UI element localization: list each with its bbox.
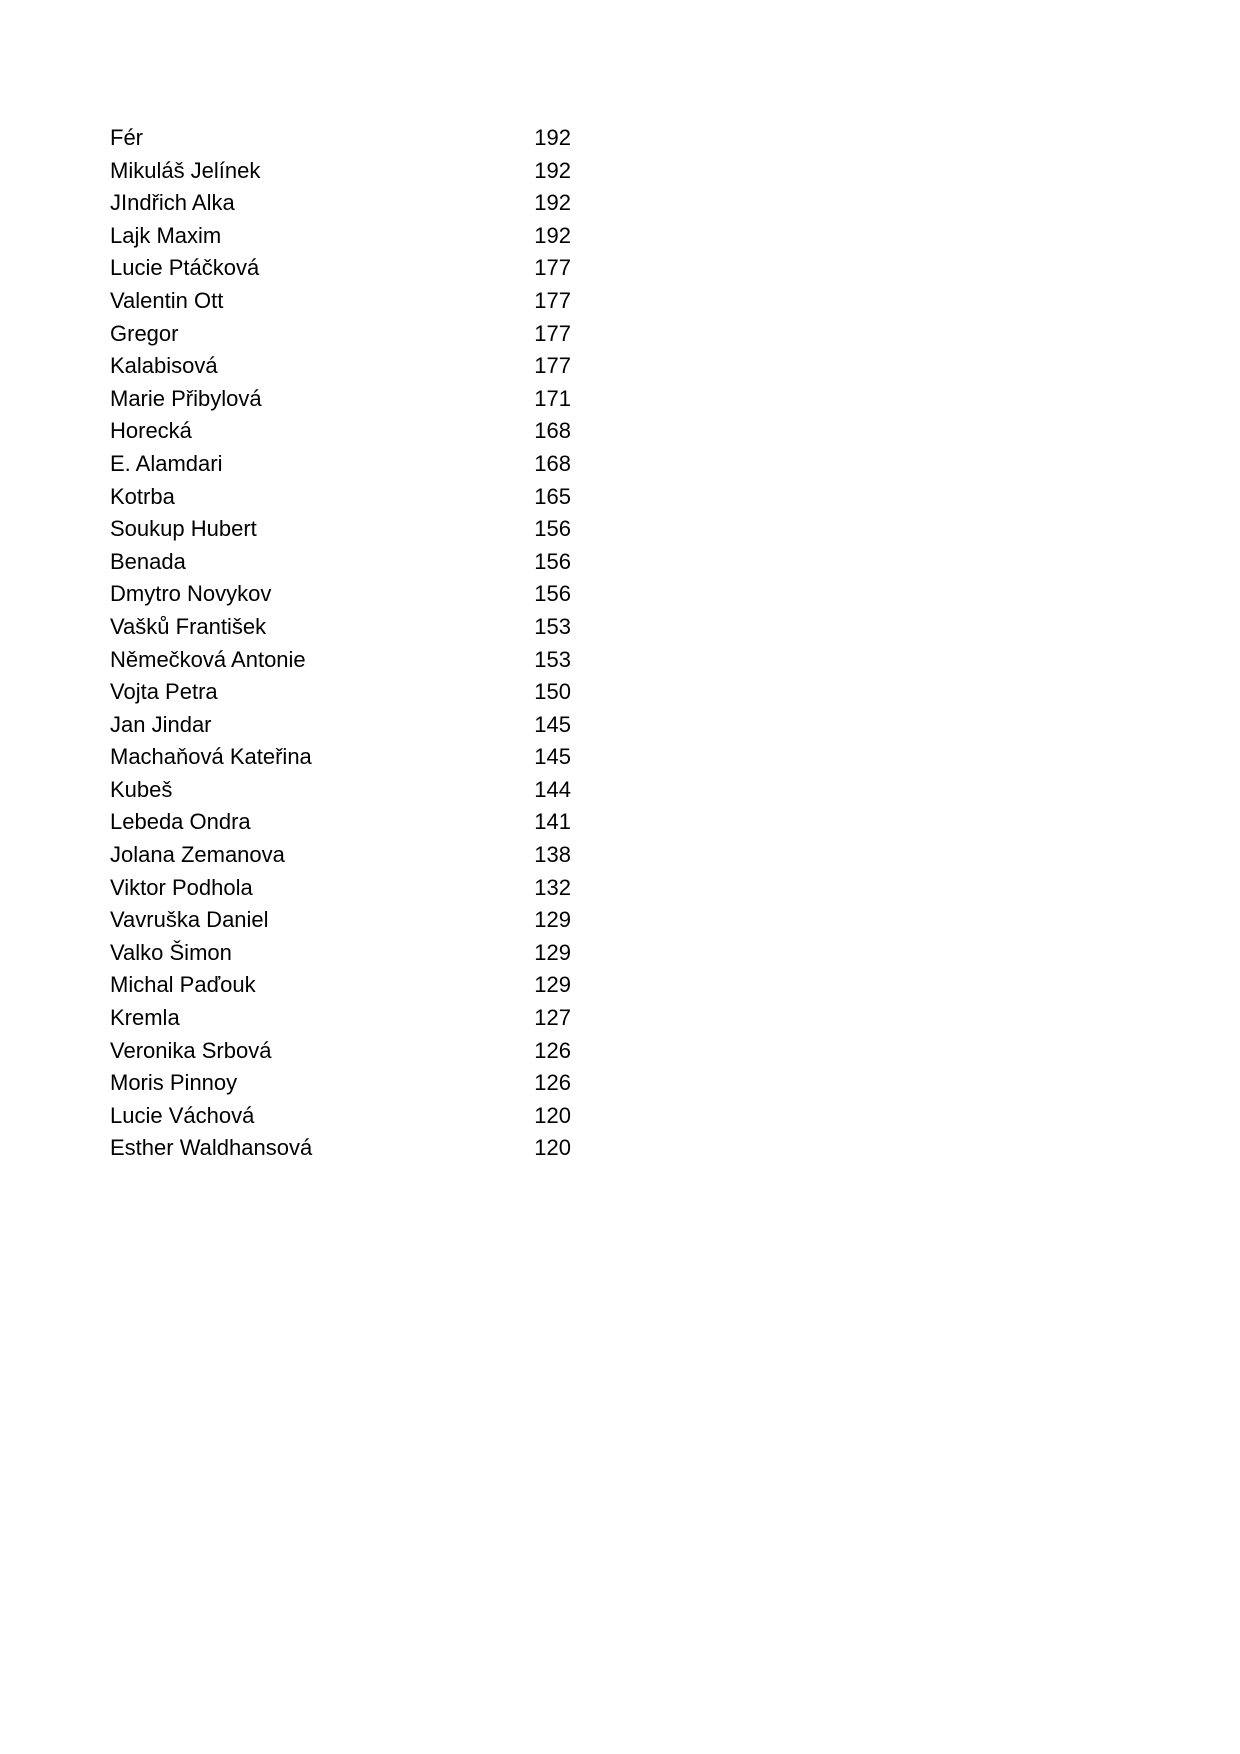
row-score: 129 — [534, 939, 571, 965]
row-score: 126 — [534, 1070, 571, 1096]
score-list — [110, 122, 590, 1165]
row-score: 153 — [534, 646, 571, 672]
list-row — [110, 448, 590, 481]
row-score: 156 — [534, 516, 571, 542]
row-score: 153 — [534, 613, 571, 639]
row-name: Esther Waldhansová — [110, 1135, 313, 1161]
row-name: Dmytro Novykov — [110, 581, 272, 607]
row-score: 177 — [534, 255, 571, 281]
row-score: 145 — [534, 744, 571, 770]
row-score: 150 — [534, 679, 571, 705]
list-row — [110, 252, 590, 285]
list-row — [110, 155, 590, 188]
row-name: Kotrba — [110, 483, 175, 509]
row-name: Moris Pinnoy — [110, 1070, 238, 1096]
row-name: Viktor Podhola — [110, 874, 253, 900]
list-row — [110, 611, 590, 644]
list-row — [110, 578, 590, 611]
row-score: 156 — [534, 548, 571, 574]
row-score: 177 — [534, 320, 571, 346]
list-row — [110, 741, 590, 774]
row-name: Kremla — [110, 1005, 180, 1031]
row-name: Jan Jindar — [110, 711, 212, 737]
row-score: 192 — [534, 190, 571, 216]
list-row — [110, 122, 590, 155]
row-name: Machaňová Kateřina — [110, 744, 312, 770]
row-name: Vavruška Daniel — [110, 907, 269, 933]
row-score: 165 — [534, 483, 571, 509]
row-name: Vašků František — [110, 613, 267, 639]
list-row — [110, 969, 590, 1002]
row-name: Lebeda Ondra — [110, 809, 251, 835]
list-row — [110, 1035, 590, 1068]
row-name: Michal Paďouk — [110, 972, 256, 998]
row-score: 138 — [534, 842, 571, 868]
list-row — [110, 709, 590, 742]
row-score: 129 — [534, 907, 571, 933]
row-name: Kubeš — [110, 776, 173, 802]
row-name: Benada — [110, 548, 186, 574]
row-name: Jolana Zemanova — [110, 842, 285, 868]
list-row — [110, 644, 590, 677]
row-name: E. Alamdari — [110, 450, 223, 476]
list-row — [110, 904, 590, 937]
list-row — [110, 546, 590, 579]
row-name: Lajk Maxim — [110, 222, 222, 248]
row-score: 168 — [534, 418, 571, 444]
list-row — [110, 318, 590, 351]
row-score: 177 — [534, 353, 571, 379]
list-row — [110, 1132, 590, 1165]
row-name: Mikuláš Jelínek — [110, 157, 261, 183]
row-name: Valentin Ott — [110, 287, 224, 313]
list-row — [110, 1100, 590, 1133]
row-score: 168 — [534, 450, 571, 476]
row-name: Lucie Váchová — [110, 1102, 255, 1128]
row-score: 126 — [534, 1037, 571, 1063]
row-name: Fér — [110, 125, 143, 150]
row-score: 156 — [534, 581, 571, 607]
row-score: 120 — [534, 1102, 571, 1128]
row-score: 144 — [534, 776, 571, 802]
list-row — [110, 481, 590, 514]
row-name: Valko Šimon — [110, 939, 232, 965]
list-row — [110, 1002, 590, 1035]
list-row — [110, 937, 590, 970]
list-row — [110, 187, 590, 220]
row-score: 145 — [534, 711, 571, 737]
row-name: Veronika Srbová — [110, 1037, 272, 1063]
row-score: 192 — [534, 157, 571, 183]
list-row — [110, 676, 590, 709]
list-row — [110, 806, 590, 839]
row-score: 177 — [534, 287, 571, 313]
row-score: 132 — [534, 874, 571, 900]
list-row — [110, 220, 590, 253]
row-name: Gregor — [110, 320, 179, 346]
row-name: Němečková Antonie — [110, 646, 306, 672]
list-row — [110, 839, 590, 872]
list-row — [110, 774, 590, 807]
list-row — [110, 350, 590, 383]
row-score: 120 — [534, 1135, 571, 1161]
row-name: Kalabisová — [110, 353, 218, 379]
list-row — [110, 285, 590, 318]
list-row — [110, 513, 590, 546]
row-name: Lucie Ptáčková — [110, 255, 260, 281]
row-score: 192 — [534, 222, 571, 248]
row-score: 171 — [534, 385, 571, 411]
list-row — [110, 1067, 590, 1100]
row-name: Vojta Petra — [110, 679, 218, 705]
row-score: 192 — [534, 125, 571, 150]
row-name: Horecká — [110, 418, 192, 444]
row-name: Marie Přibylová — [110, 385, 262, 411]
row-name: JIndřich Alka — [110, 190, 235, 216]
list-row — [110, 872, 590, 905]
row-score: 127 — [534, 1005, 571, 1031]
row-name: Soukup Hubert — [110, 516, 257, 542]
list-row — [110, 383, 590, 416]
row-score: 129 — [534, 972, 571, 998]
list-row — [110, 415, 590, 448]
row-score: 141 — [534, 809, 571, 835]
